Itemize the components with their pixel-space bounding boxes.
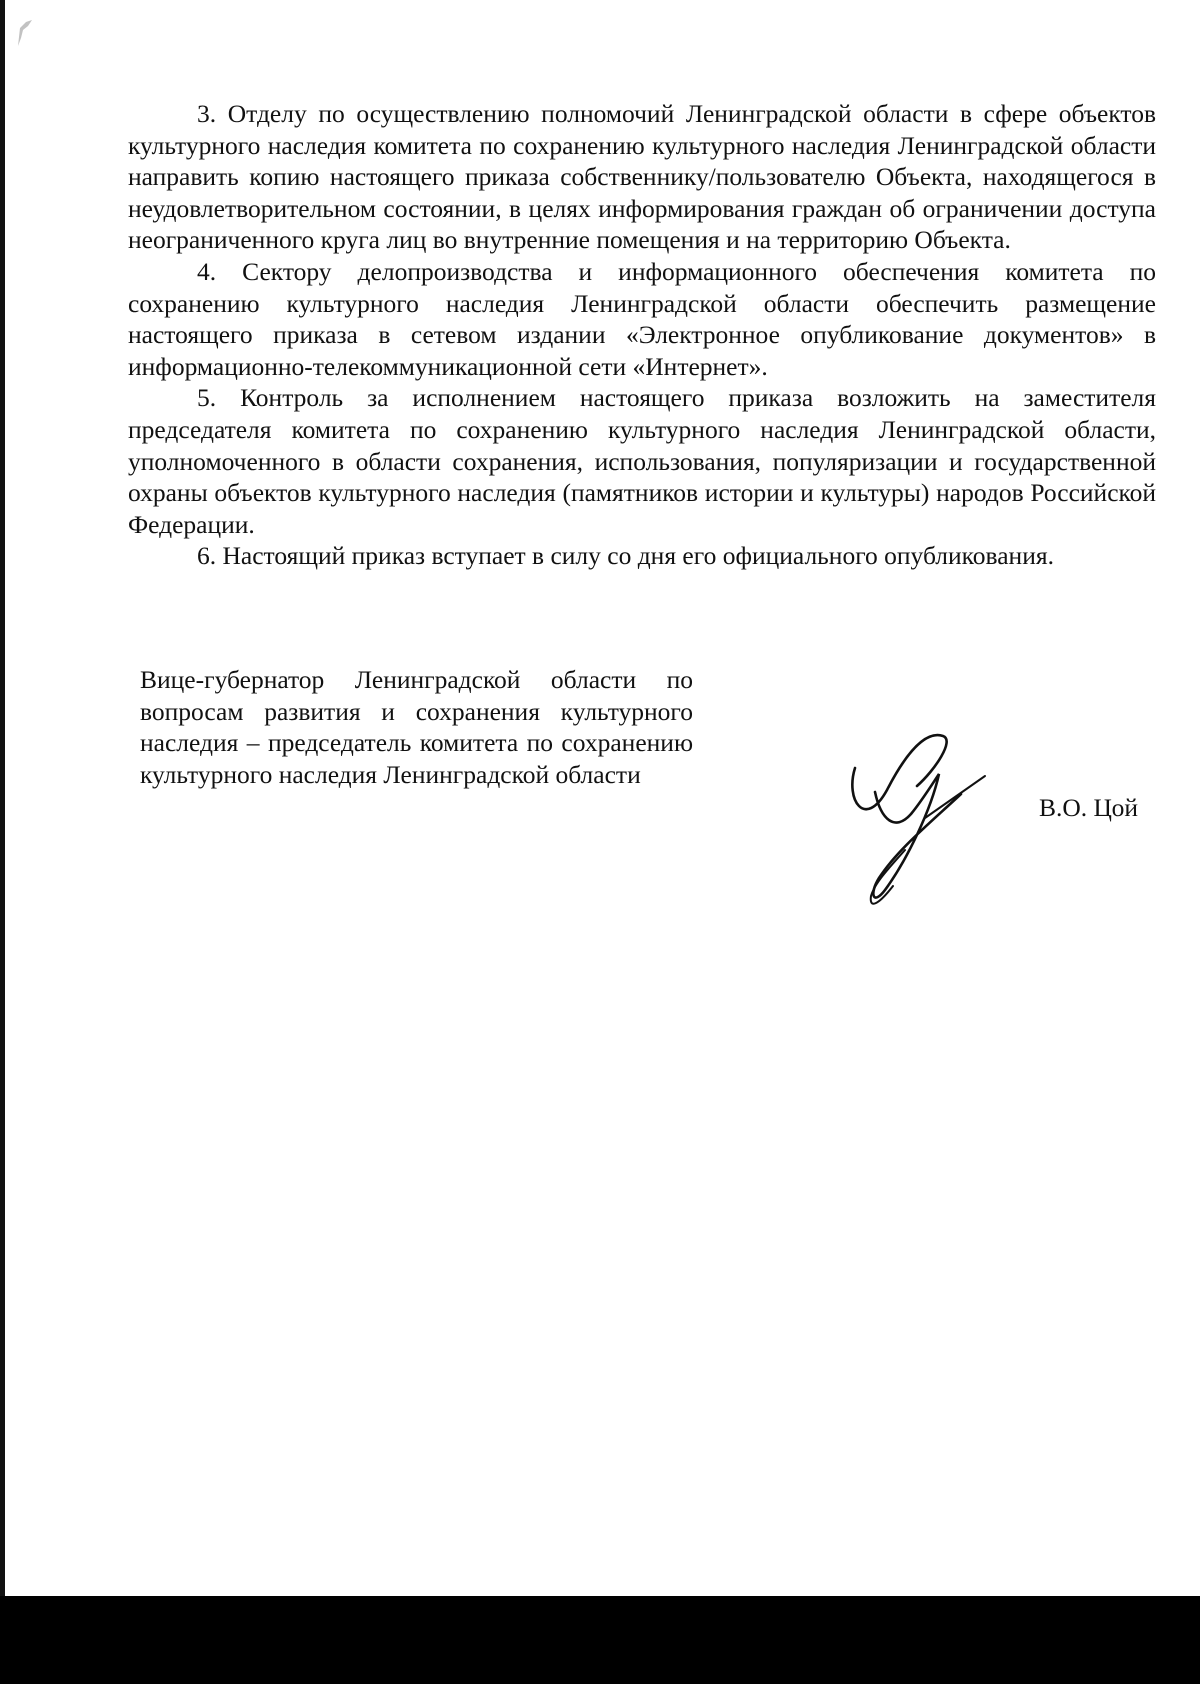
- paragraph-4: 4. Сектору делопроизводства и информационного обеспечения комитета по сохранению культурного наследия Ленинградской области обеспечить размещение настоящего приказа в сетевом издании «Электронное опубликование документов» в информационно-телекоммуникационной сети «Интернет».: [128, 256, 1156, 381]
- signatory-title: Вице-губернатор Ленинградской области по вопросам развития и сохранения культурного наследия – председатель комитета по сохранению культурного наследия Ленинградской области: [140, 665, 693, 789]
- scan-bottom-bar: [0, 1596, 1200, 1684]
- signer-name: В.О. Цой: [1039, 793, 1139, 822]
- scan-left-edge: [0, 0, 5, 1596]
- paragraph-5: 5. Контроль за исполнением настоящего приказа возложить на заместителя председателя комитета по сохранению культурного наследия Ленинградской области, уполномоченного в области сохранения, использования, популяризации и государственной охраны объектов культурного наследия (памятников истории и культуры) народов Российской Федерации.: [128, 383, 1156, 539]
- paragraph-6: 6. Настоящий приказ вступает в силу со дня его официального опубликования.: [197, 541, 1054, 571]
- handwritten-signature: [835, 690, 1035, 910]
- document-body: [128, 98, 1156, 572]
- paragraph-3: 3. Отделу по осуществлению полномочий Ленинградской области в сфере объектов культурного наследия комитета по сохранению культурного наследия Ленинградской области направить копию настоящего приказа собственнику/пользователю Объекта, находящегося в неудовлетворительном состоянии, в целях информирования граждан об ограничении доступа неограниченного круга лиц во внутренние помещения и на территорию Объекта.: [128, 99, 1156, 255]
- scan-corner-mark: [14, 18, 36, 48]
